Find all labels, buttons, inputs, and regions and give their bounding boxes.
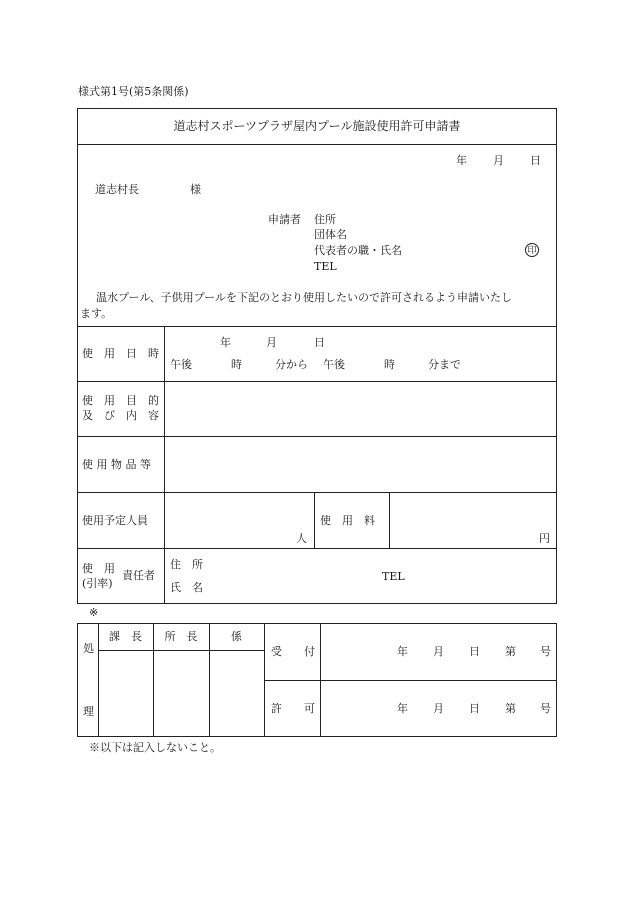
fee-unit: 円 — [539, 532, 550, 545]
request-statement-line1: 温水プール、子供用プールを下記のとおり使用したいので許可されるよう申請いたし — [96, 291, 513, 304]
leader-name-label: 氏 名 — [170, 581, 203, 594]
date-year: 年 — [456, 154, 467, 167]
applicant-group-label: 団体名 — [314, 228, 347, 241]
divider — [164, 326, 165, 604]
usage-minute-from: 分から — [275, 358, 308, 371]
leader-label-side: 責任者 — [122, 569, 155, 582]
addressee-suffix: 様 — [190, 183, 201, 196]
header-office-chief: 所 長 — [164, 630, 198, 643]
divider — [77, 548, 557, 549]
permit-day: 日 — [469, 702, 480, 715]
usage-pm-end: 午後 — [323, 358, 345, 371]
date-day: 日 — [530, 154, 541, 167]
divider — [77, 436, 557, 437]
usage-pm-start: 午後 — [170, 358, 192, 371]
usage-minute-until: 分まで — [428, 358, 461, 371]
divider — [77, 492, 557, 493]
usage-hour-end: 時 — [384, 358, 395, 371]
leader-tel-label: TEL — [382, 570, 405, 583]
people-unit: 人 — [296, 532, 307, 545]
receipt-go: 号 — [540, 645, 551, 658]
usage-hour-start: 時 — [231, 358, 242, 371]
header-staff: 係 — [231, 630, 242, 643]
leader-label-line2: (引率) — [82, 577, 113, 590]
divider — [314, 492, 315, 548]
usage-purpose-label: 使 用 目 的 — [82, 394, 159, 407]
divider — [389, 492, 390, 548]
usage-items-label: 使 用 物 品 等 — [82, 458, 151, 471]
expected-people-label: 使用予定人員 — [82, 514, 148, 527]
header-section-chief: 課 長 — [109, 630, 142, 643]
office-footnote: ※以下は記入しないこと。 — [89, 741, 221, 754]
receipt-year: 年 — [397, 645, 408, 658]
permit-month: 月 — [433, 702, 444, 715]
receipt-label: 受 付 — [271, 645, 315, 658]
divider — [77, 326, 557, 327]
divider — [264, 680, 557, 681]
receipt-month: 月 — [433, 645, 444, 658]
usage-content-label: 及 び 内 容 — [82, 409, 159, 422]
shori-bottom: 理 — [83, 705, 94, 718]
office-note-mark: ※ — [89, 606, 99, 619]
form-title: 道志村スポーツプラザ屋内プール施設使用許可申請書 — [173, 119, 461, 133]
request-statement-line2: ます。 — [80, 307, 113, 320]
usage-year: 年 — [220, 336, 231, 349]
applicant-tel-label: TEL — [314, 260, 337, 273]
usage-fee-label: 使 用 料 — [320, 514, 375, 527]
leader-address-label: 住 所 — [170, 558, 203, 571]
permit-go: 号 — [540, 702, 551, 715]
seal-mark: 印 — [525, 243, 539, 257]
usage-datetime-label: 使 用 日 時 — [82, 347, 159, 360]
shori-top: 処 — [83, 642, 94, 655]
permit-year: 年 — [397, 702, 408, 715]
applicant-label: 申請者 — [268, 213, 301, 226]
applicant-address-label: 住所 — [314, 213, 336, 226]
permit-label: 許 可 — [271, 702, 315, 715]
form-number: 様式第1号(第5条関係) — [78, 85, 189, 98]
addressee: 道志村長 — [95, 183, 139, 196]
usage-day: 日 — [314, 336, 325, 349]
leader-label-line1: 使 用 — [82, 562, 115, 575]
divider — [98, 650, 264, 651]
usage-month: 月 — [266, 336, 277, 349]
applicant-representative-label: 代表者の職・氏名 — [314, 244, 402, 257]
divider — [77, 144, 557, 145]
receipt-day: 日 — [469, 645, 480, 658]
divider — [77, 381, 557, 382]
permit-no: 第 — [505, 702, 516, 715]
receipt-no: 第 — [505, 645, 516, 658]
date-month: 月 — [493, 154, 504, 167]
